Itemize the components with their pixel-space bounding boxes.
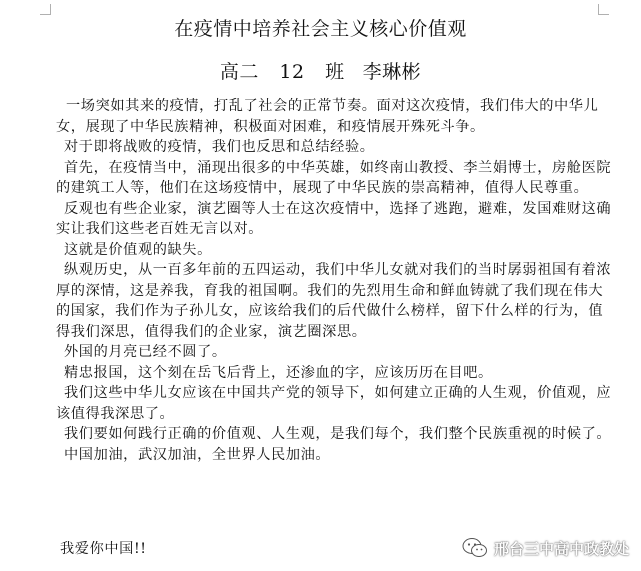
paragraph: 我们要如何践行正确的价值观、人生观，是我们每个，我们整个民族重视的时候了。 xyxy=(64,426,612,442)
paragraph: 这就是价值观的缺失。 xyxy=(64,241,212,258)
paragraph: 首先，在疫情当中，涌现出很多的中华英雄，如终南山教授、李兰娟博士，房舱医院的建筑工人等，他们在这场疫情中，展现了中华民族的崇高精神，值得人民尊重。 xyxy=(56,159,612,196)
paragraph: 精忠报国，这个刻在岳飞后背上，还渗血的字，应该历历在目吧。 xyxy=(64,364,493,381)
document-title: 在疫情中培养社会主义核心价值观 xyxy=(174,18,467,40)
paragraph: 我们这些中华儿女应该在中国共产党的领导下，如何建立正确的人生观，价值观，应该值得我深思了。 xyxy=(56,385,612,422)
paragraph: 纵观历史，从一百多年前的五四运动，我们中华儿女就对我们的当时孱弱祖国有着浓厚的深情，这是养我，育我的祖国啊。我们的先烈用生命和鲜血铸就了我们现在伟大的国家，我们作为子孙儿女，应该给我们的后代做什么榜样，留下什么样的行为，值得我们深思，值得我们的企业家，演艺圈深思。 xyxy=(56,262,612,340)
paragraph: 中国加油，武汉加油，全世界人民加油。 xyxy=(64,446,331,463)
paragraph: 对于即将战败的疫情，我们也反思和总结经验。 xyxy=(64,139,375,155)
article-body xyxy=(56,96,616,465)
byline xyxy=(0,57,641,84)
closing-line: 我爱你中国!! xyxy=(60,541,147,557)
paragraph: 外国的月亮已经不圆了。 xyxy=(64,344,227,360)
source-watermark xyxy=(462,537,629,559)
paragraph: 一场突如其来的疫情，打乱了社会的正常节奏。面对这次疫情，我们伟大的中华儿女，展现了中华民族精神，积极面对困难，和疫情展开殊死斗争。 xyxy=(56,98,599,135)
watermark-text: 邢台三中高中政教处 xyxy=(493,539,629,558)
author-name: 李琳彬 xyxy=(362,61,422,83)
paragraph: 反观也有些企业家，演艺圈等人士在这次疫情中，选择了逃跑，避难，发国难财这确实让我们这些老百姓无言以对。 xyxy=(56,200,612,237)
class-label: 高二 12 班 xyxy=(219,61,345,83)
wechat-icon xyxy=(462,537,488,559)
